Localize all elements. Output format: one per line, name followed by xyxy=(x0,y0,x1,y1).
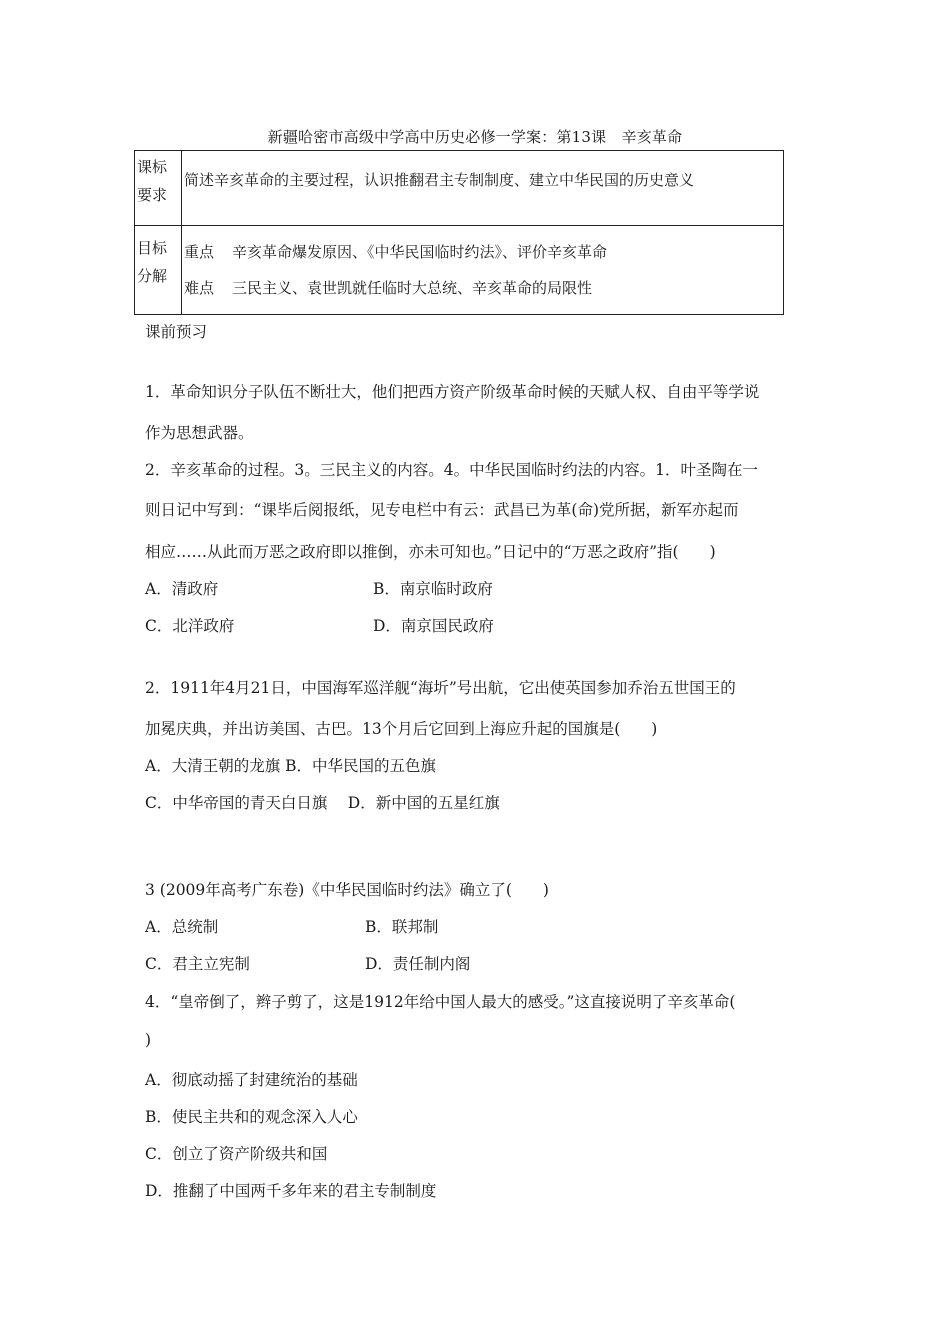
requirement-content: 简述辛亥革命的主要过程，认识推翻君主专制制度、建立中华民国的历史意义 xyxy=(184,171,695,189)
question1-option-c: C．北洋政府 xyxy=(145,617,235,635)
question2-options-ab: A．大清王朝的龙旗 B．中华民国的五色旗 xyxy=(145,757,437,775)
requirement-label-cell xyxy=(135,151,182,226)
question3-option-d: D．责任制内阁 xyxy=(365,955,471,973)
table-row xyxy=(135,226,784,315)
text-line: 1．革命知识分子队伍不断壮大，他们把西方资产阶级革命时候的天赋人权、自由平等学说 xyxy=(145,383,760,401)
key-points-label: 重点 xyxy=(184,243,215,261)
question3-option-b: B．联邦制 xyxy=(365,918,439,936)
objectives-table xyxy=(134,150,784,315)
question2-options-cd: C．中华帝国的青天白日旗 D．新中国的五星红旗 xyxy=(145,794,500,812)
section-heading: 课前预习 xyxy=(145,323,208,341)
question2-line1: 2．1911年4月21日，中国海军巡洋舰“海圻”号出航，它出使英国参加乔治五世国王的 xyxy=(145,679,736,697)
question4-option-b: B．使民主共和的观念深入人心 xyxy=(145,1108,358,1126)
question3-options-cd xyxy=(145,952,470,974)
text-line: 相应……从此而万恶之政府即以推倒，亦未可知也。”日记中的“万恶之政府”指( ) xyxy=(145,543,716,561)
requirement-label-line1: 课标 xyxy=(137,158,168,176)
question4-line1: 4．“皇帝倒了，辫子剪了，这是1912年给中国人最大的感受。”这直接说明了辛亥革命( xyxy=(145,993,736,1011)
table-row xyxy=(135,151,784,226)
question1-options-ab xyxy=(145,577,493,599)
question4-line2: ) xyxy=(145,1031,152,1049)
target-content xyxy=(182,226,783,306)
question3-option-a: A．总统制 xyxy=(145,918,219,936)
question4-option-c: C．创立了资产阶级共和国 xyxy=(145,1145,328,1163)
question4-option-a: A．彻底动摇了封建统治的基础 xyxy=(145,1071,358,1089)
text-line: 则日记中写到：“课毕后阅报纸，见专电栏中有云：武昌已为革(命)党所据，新军亦起而 xyxy=(145,501,739,519)
key-points-line xyxy=(184,234,783,270)
requirement-content-cell xyxy=(182,151,784,226)
difficult-points-line xyxy=(184,270,783,306)
text-line: 作为思想武器。 xyxy=(145,424,254,442)
target-label-line1: 目标 xyxy=(137,239,168,257)
question1-option-d: D．南京国民政府 xyxy=(373,617,494,635)
key-points-text: 辛亥革命爆发原因、《中华民国临时约法》、评价辛亥革命 xyxy=(232,243,608,261)
difficult-points-label: 难点 xyxy=(184,279,215,297)
text-line: 2．辛亥革命的过程。3。三民主义的内容。4。中华民国临时约法的内容。1．叶圣陶在一 xyxy=(145,461,758,479)
question1-option-a: A．清政府 xyxy=(145,580,219,598)
target-label-cell xyxy=(135,226,182,315)
difficult-points-text: 三民主义、袁世凯就任临时大总统、辛亥革命的局限性 xyxy=(232,279,593,297)
document-title: 新疆哈密市高级中学高中历史必修一学案：第13课 辛亥革命 xyxy=(267,128,683,146)
question1-option-b: B．南京临时政府 xyxy=(373,580,493,598)
question4-option-d: D．推翻了中国两千多年来的君主专制制度 xyxy=(145,1182,437,1200)
target-content-cell xyxy=(182,226,784,315)
question3-options-ab xyxy=(145,915,438,937)
question3-stem: 3 (2009年高考广东卷)《中华民国临时约法》确立了( ) xyxy=(145,881,549,899)
question2-line2: 加冕庆典，并出访美国、古巴。13个月后它回到上海应升起的国旗是( ) xyxy=(145,720,658,738)
target-label-line2: 分解 xyxy=(137,267,168,285)
question3-option-c: C．君主立宪制 xyxy=(145,955,250,973)
question1-options-cd xyxy=(145,614,494,636)
requirement-label-line2: 要求 xyxy=(137,186,168,204)
